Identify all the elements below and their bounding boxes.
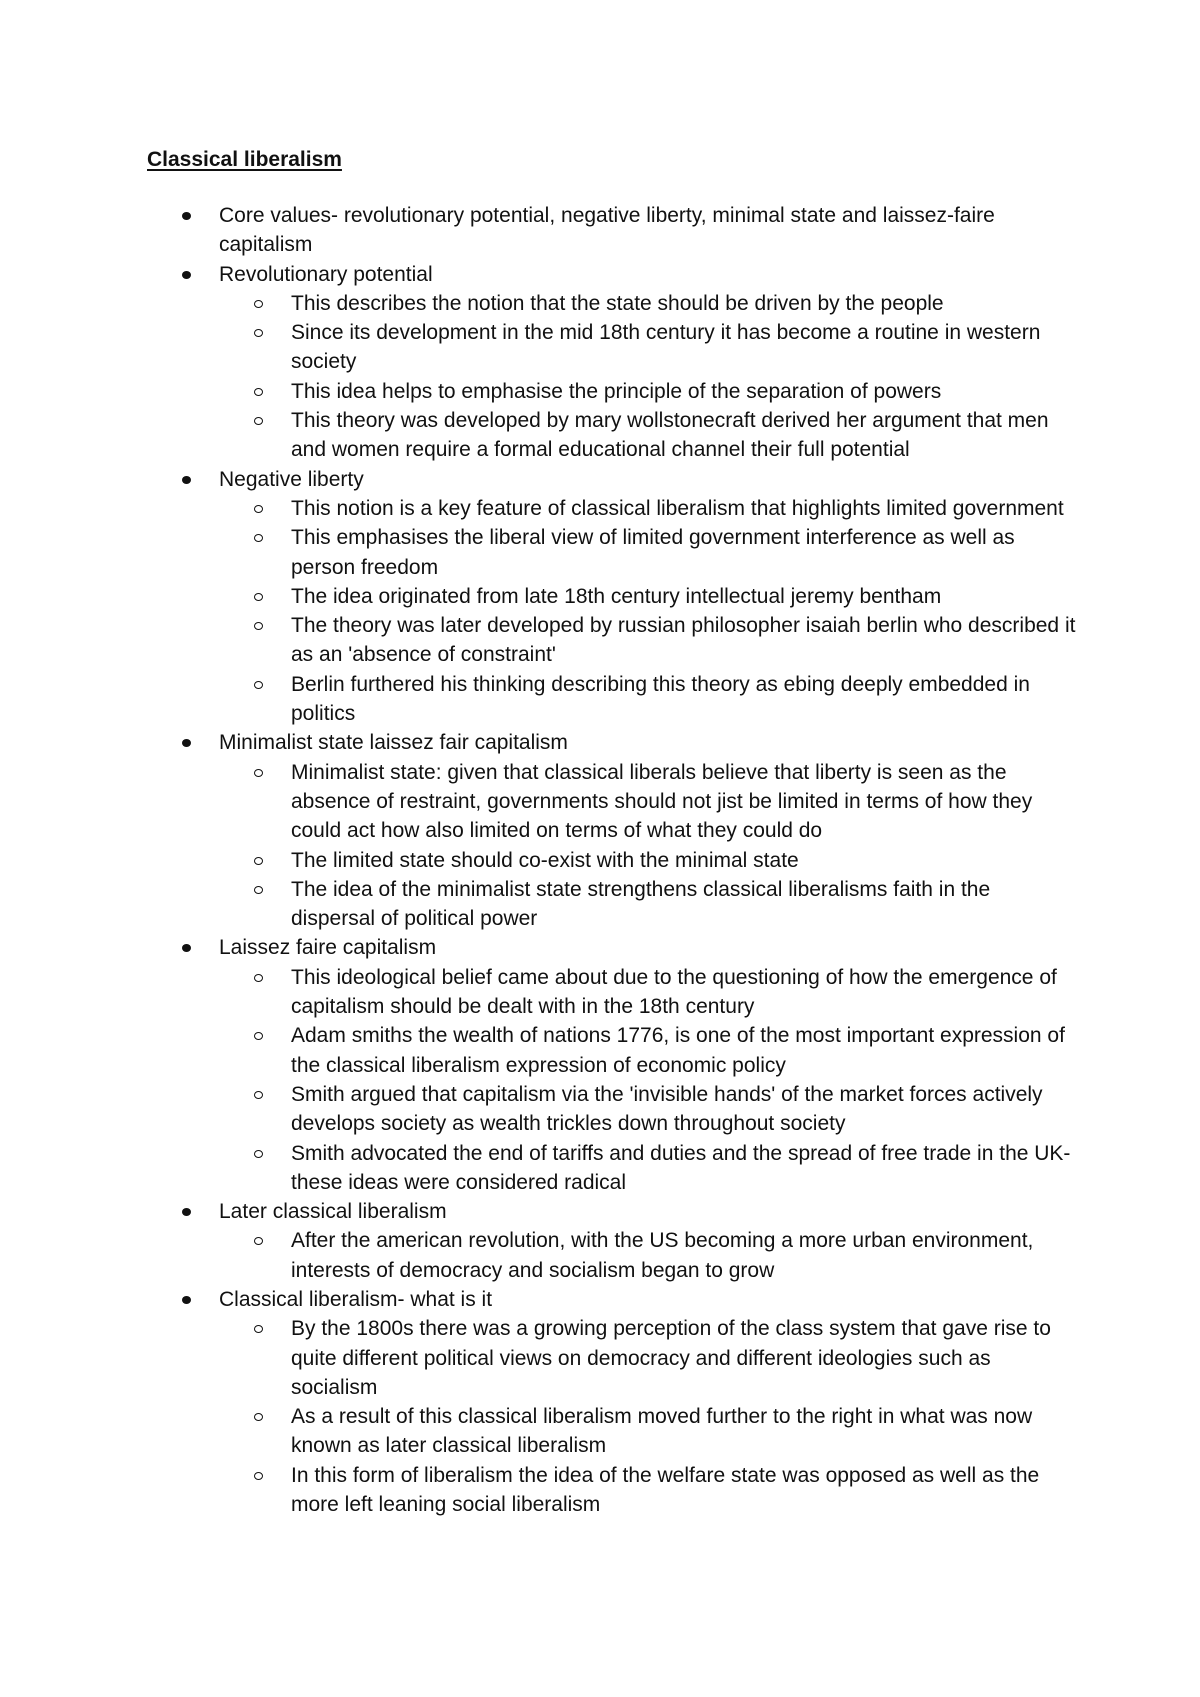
hollow-bullet-icon	[254, 886, 263, 894]
filled-bullet-icon	[182, 212, 191, 220]
sub-list-item-text: The idea of the minimalist state strengthens classical liberalisms faith in the dispersal of political power	[291, 877, 991, 931]
sub-list-item-text: Since its development in the mid 18th century it has become a routine in western society	[291, 321, 1041, 374]
sub-list-item-text: As a result of this classical liberalism moved further to the right in what was now known as later classical liberalism	[291, 1405, 1033, 1458]
hollow-bullet-icon	[254, 769, 263, 777]
document-title: Classical liberalism	[147, 148, 342, 171]
hollow-bullet-icon	[254, 329, 263, 337]
sub-list-item	[219, 670, 1077, 729]
sub-list	[219, 1226, 1077, 1285]
sub-list-item	[219, 406, 1077, 465]
sub-list-item-text: Smith advocated the end of tariffs and duties and the spread of free trade in the UK- these ideas were considered radical	[291, 1141, 1071, 1194]
hollow-bullet-icon	[254, 388, 263, 396]
sub-list-item	[219, 1461, 1077, 1520]
sub-list-item	[219, 963, 1077, 1022]
sub-list-item	[219, 582, 1077, 611]
sub-list-item-text: By the 1800s there was a growing perception of the class system that gave rise to quite different political views on democracy and different ideologies such as socialism	[291, 1317, 1051, 1399]
sub-list-item	[219, 1402, 1077, 1461]
hollow-bullet-icon	[254, 1150, 263, 1158]
sub-list-item-text: This describes the notion that the state should be driven by the people	[291, 291, 944, 315]
list-item	[147, 728, 1077, 933]
sub-list	[219, 494, 1077, 728]
list-item	[147, 465, 1077, 729]
sub-list-item-text: After the american revolution, with the US becoming a more urban environment, interests of democracy and socialism began to grow	[291, 1229, 1034, 1282]
sub-list-item	[219, 1021, 1077, 1080]
hollow-bullet-icon	[254, 974, 263, 982]
sub-list-item	[219, 846, 1077, 875]
sub-list	[219, 289, 1077, 465]
hollow-bullet-icon	[254, 1325, 263, 1333]
sub-list-item	[219, 1226, 1077, 1285]
sub-list-item-text: Minimalist state: given that classical liberals believe that liberty is seen as the absence of restraint, governments should not jist be limited in terms of how they could act how also limited on terms of what they could do	[291, 760, 1033, 843]
sub-list-item	[219, 289, 1077, 318]
sub-list-item	[219, 875, 1077, 934]
hollow-bullet-icon	[254, 1032, 263, 1040]
hollow-bullet-icon	[254, 681, 263, 689]
filled-bullet-icon	[182, 1208, 191, 1216]
bullet-list	[147, 201, 1077, 1519]
list-item-text: Core values- revolutionary potential, negative liberty, minimal state and laissez-faire capitalism	[219, 204, 995, 257]
sub-list-item	[219, 1139, 1077, 1198]
filled-bullet-icon	[182, 476, 191, 484]
hollow-bullet-icon	[254, 1472, 263, 1480]
sub-list-item	[219, 1080, 1077, 1139]
list-item-text: Negative liberty	[219, 467, 364, 491]
sub-list-item-text: Berlin furthered his thinking describing this theory as ebing deeply embedded in politics	[291, 672, 1030, 726]
sub-list	[219, 963, 1077, 1197]
list-item-text: Classical liberalism- what is it	[219, 1287, 493, 1311]
sub-list-item-text: The idea originated from late 18th century intellectual jeremy bentham	[291, 584, 942, 608]
filled-bullet-icon	[182, 944, 191, 952]
sub-list-item-text: This theory was developed by mary wollstonecraft derived her argument that men and women require a formal educational channel their full potential	[291, 409, 1049, 462]
sub-list-item	[219, 611, 1077, 670]
list-item	[147, 1197, 1077, 1285]
sub-list-item-text: This emphasises the liberal view of limited government interference as well as person freedom	[291, 526, 1015, 579]
hollow-bullet-icon	[254, 857, 263, 865]
list-item-text: Laissez faire capitalism	[219, 936, 437, 960]
sub-list	[219, 1314, 1077, 1519]
list-item-text: Revolutionary potential	[219, 262, 433, 286]
hollow-bullet-icon	[254, 1237, 263, 1245]
sub-list-item	[219, 377, 1077, 406]
hollow-bullet-icon	[254, 1091, 263, 1099]
sub-list-item	[219, 1314, 1077, 1402]
sub-list-item-text: Adam smiths the wealth of nations 1776, is one of the most important expression of the classical liberalism expression of economic policy	[291, 1024, 1065, 1077]
sub-list-item	[219, 494, 1077, 523]
sub-list-item-text: Smith argued that capitalism via the 'invisible hands' of the market forces actively develops society as wealth trickles down throughout society	[291, 1082, 1043, 1136]
hollow-bullet-icon	[254, 622, 263, 630]
list-item	[147, 201, 1077, 260]
list-item	[147, 933, 1077, 1197]
sub-list	[219, 758, 1077, 934]
list-item	[147, 1285, 1077, 1519]
sub-list-item	[219, 523, 1077, 582]
sub-list-item-text: The theory was later developed by russian philosopher isaiah berlin who described it as an 'absence of constraint'	[291, 614, 1076, 667]
hollow-bullet-icon	[254, 1413, 263, 1421]
document-page	[147, 143, 1077, 1519]
filled-bullet-icon	[182, 1296, 191, 1304]
list-item-text: Minimalist state laissez fair capitalism	[219, 731, 568, 755]
filled-bullet-icon	[182, 271, 191, 279]
hollow-bullet-icon	[254, 417, 263, 425]
sub-list-item-text: This idea helps to emphasise the principle of the separation of powers	[291, 379, 942, 403]
hollow-bullet-icon	[254, 300, 263, 308]
sub-list-item	[219, 318, 1077, 377]
hollow-bullet-icon	[254, 593, 263, 601]
sub-list-item-text: This notion is a key feature of classical liberalism that highlights limited government	[291, 496, 1064, 520]
list-item-text: Later classical liberalism	[219, 1200, 447, 1224]
hollow-bullet-icon	[254, 505, 263, 513]
hollow-bullet-icon	[254, 534, 263, 542]
list-item	[147, 260, 1077, 465]
sub-list-item	[219, 758, 1077, 846]
sub-list-item-text: This ideological belief came about due to the questioning of how the emergence of capitalism should be dealt with in the 18th century	[291, 965, 1057, 1019]
filled-bullet-icon	[182, 739, 191, 747]
sub-list-item-text: The limited state should co-exist with the minimal state	[291, 848, 799, 872]
sub-list-item-text: In this form of liberalism the idea of the welfare state was opposed as well as the more left leaning social liberalism	[291, 1463, 1040, 1517]
